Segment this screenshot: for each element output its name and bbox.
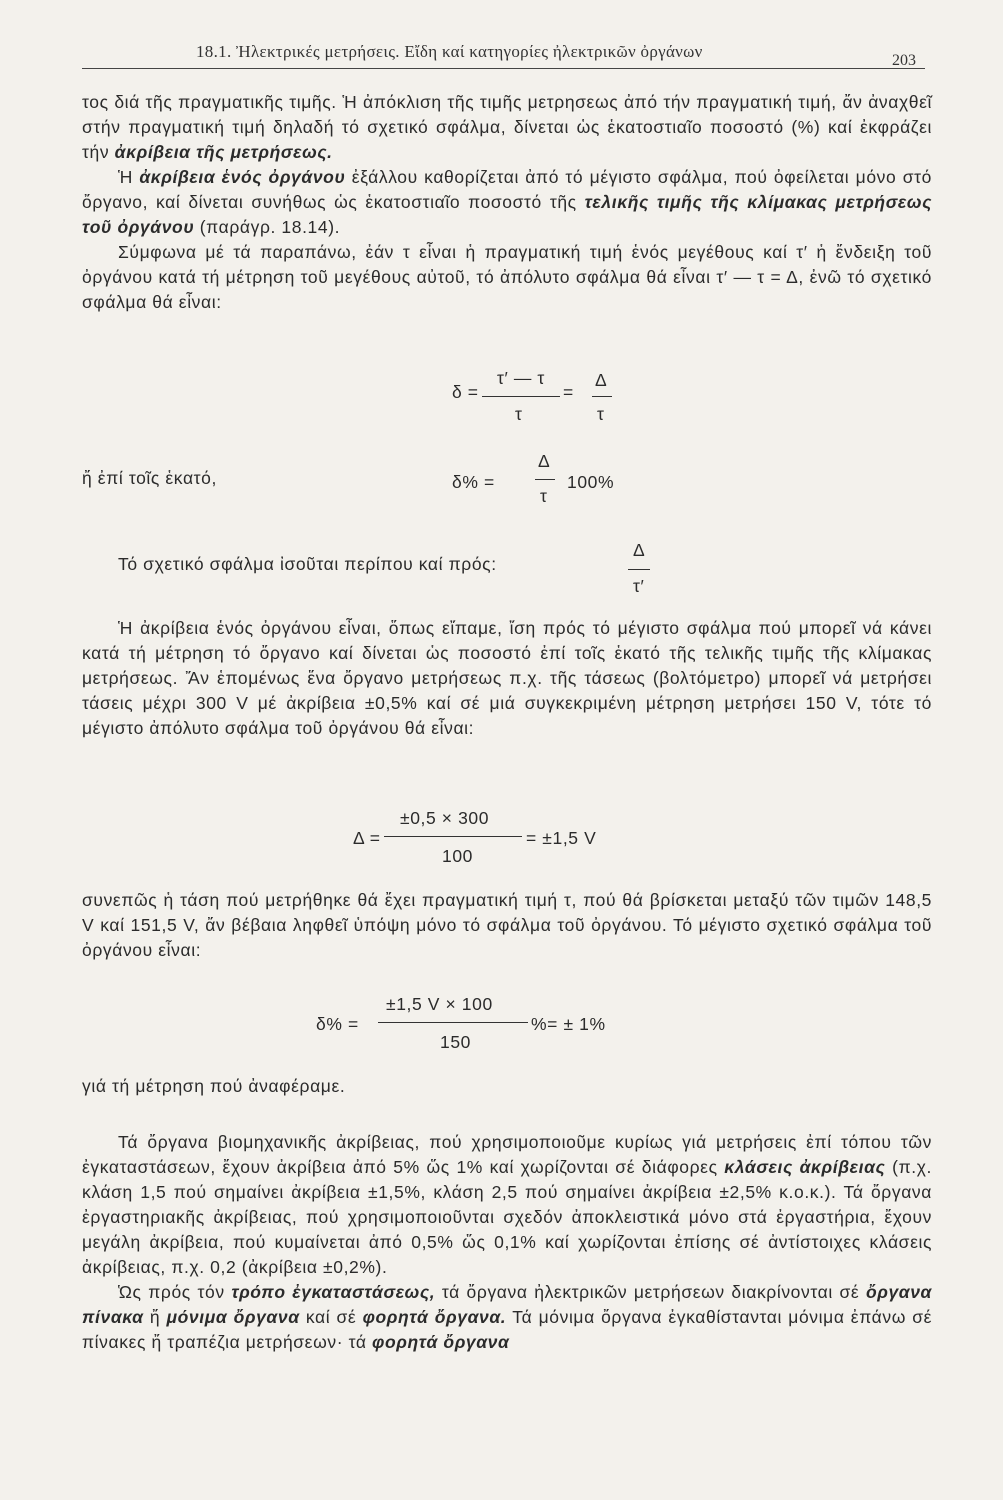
para8-emphasis-3: μόνιμα ὄργανα — [166, 1307, 300, 1327]
para8-text-c: τά ὄργανα ἠλεκτρικῶν μετρήσεων διακρίνονται σέ — [435, 1282, 866, 1302]
para2-emphasis-1: ἀκρίβεια ἑνός ὀργάνου — [139, 167, 346, 187]
page-number: 203 — [892, 52, 916, 69]
eq4-denominator: 100 — [442, 846, 473, 866]
intro-text-block — [82, 90, 932, 315]
paragraph-4-block — [82, 616, 932, 741]
eq2-fraction-bar — [535, 479, 555, 480]
paragraph-6: γιά τή μέτρηση πού ἀναφέραμε. — [82, 1076, 346, 1096]
eq1-fraction-bar-1 — [482, 396, 560, 397]
eq1-denominator-2: τ — [597, 404, 605, 424]
paragraph-5-block — [82, 888, 932, 963]
paragraph-2 — [82, 165, 932, 240]
eq3-denominator: τ′ — [633, 576, 645, 596]
eq4-rhs: = ±1,5 V — [526, 828, 597, 848]
eq2-denominator: τ — [540, 486, 548, 506]
para2-text-e: (παράγρ. 18.14). — [194, 217, 341, 237]
para2-emphasis-2: τελικῆς τιμῆς τῆς κλίμακας μετρήσεως τοῦ ὀργάνου — [82, 192, 932, 237]
para8-emphasis-2: ὄργανα πίνακα — [82, 1282, 933, 1327]
eq4-fraction-bar — [384, 836, 522, 837]
paragraph-1 — [82, 90, 932, 165]
header-rule — [82, 68, 925, 69]
eq1-numerator-2: Δ — [595, 370, 608, 390]
eq4-numerator: ±0,5 × 300 — [400, 808, 490, 828]
eq5-fraction-bar — [378, 1022, 528, 1023]
para8-emphasis-1: τρόπο ἐγκαταστάσεως, — [231, 1282, 436, 1302]
para7-text-a: Τά ὄργανα βιομηχανικῆς ἀκρίβειας, πού χρησιμοποιοῦμε κυρίως γιά μετρήσεις ἐπί τόπου τῶν ἐγκαταστάσεων, ἔχουν ἀκρίβεια ἀπό 5% ὥς 1% καί χωρίζονται σέ διάφορες — [82, 1132, 932, 1177]
eq2-rhs: 100% — [567, 472, 615, 492]
eq3-fraction-bar — [628, 569, 650, 570]
running-header: 18.1. Ἠλεκτρικές μετρήσεις. Εἴδη καί κατηγορίες ἠλεκτρικῶν ὀργάνων — [196, 42, 703, 61]
eq1-fraction-bar-2 — [592, 396, 612, 397]
paragraph-8 — [82, 1280, 932, 1355]
para2-text-c: ἐξάλλου καθορίζεται ἀπό τό μέγιστο σφάλμα, πού ὀφείλεται μόνο στό ὄργανο, καί δίνεται συνήθως ὡς ἑκατοστιαῖο ποσοστό τῆς — [82, 167, 932, 212]
para1-text: τος διά τῆς πραγματικῆς τιμῆς. Ἡ ἀπόκλιση τῆς τιμῆς μετρησεως ἀπό τήν πραγματική τιμή, ἄν ἀναχθεῖ στήν πραγματική τιμή δηλαδή τό σχετικό σφάλμα, δίνεται ὡς ἑκατοστιαῖο ποσοστό (%) καί ἐκφράζει τήν — [82, 92, 932, 162]
eq1-denominator-1: τ — [515, 404, 523, 424]
eq2-numerator: Δ — [538, 451, 551, 471]
eq4-lhs: Δ = — [353, 828, 381, 848]
eq2-lhs: δ% = — [452, 472, 495, 492]
eq1-equals: = — [563, 382, 574, 402]
para7-text-c: (π.χ. κλάση 1,5 πού σημαίνει ἀκρίβεια ±1,5%, κλάση 2,5 πού σημαίνει ἀκρίβεια ±2,5% κ.ο.κ.). Τά ὄργανα ἐργαστηριακῆς ἀκρίβειας, πού χρησιμοποιοῦνται σχεδόν ἀποκλειστικά μόνο στά ἐργαστήρια, ἔχουν μεγάλη ἀκρίβεια, πού κυμαίνεται ἀπό 0,5% ὥς 0,1% καί χωρίζονται ἐπίσης σέ ἀντίστοιχες κλάσεις ἀκρίβειας, π.χ. 0,2 (ἀκρίβεια ±0,2%). — [82, 1157, 932, 1277]
eq5-numerator: ±1,5 V × 100 — [386, 994, 493, 1014]
para8-text-i: Τά μόνιμα ὄργανα ἐγκαθίστανται μόνιμα ἐπάνω σέ πίνακες ἤ τραπέζια μετρήσεων· τά — [82, 1307, 933, 1352]
para7-emphasis: κλάσεις ἀκρίβειας — [724, 1157, 886, 1177]
eq5-rhs: %= ± 1% — [531, 1014, 606, 1034]
paragraph-4: Ἡ ἀκρίβεια ἑνός ὀργάνου εἶναι, ὅπως εἴπαμε, ἴση πρός τό μέγιστο σφάλμα πού μπορεῖ νά κάνει κατά τή μέτρηση τό ὄργανο καί δίνεται ὡς ποσοστό ἐπί τοῖς ἑκατό τῆς τελικῆς τιμῆς τῆς κλίμακας μετρήσεως. Ἄν ἑπομένως ἕνα ὄργανο μετρήσεως π.χ. τῆς τάσεως (βολτόμετρο) μπορεῖ νά μετρήσει τάσεις μέχρι 300 V μέ ἀκρίβεια ±0,5% καί σέ μιά συγκεκριμένη μέτρηση μετρήσει 150 V, τότε τό μέγιστο ἀπόλυτο σφάλμα τοῦ ὀργάνου θά εἶναι: — [82, 618, 932, 738]
eq5-lhs: δ% = — [316, 1014, 359, 1034]
para2-text-a: Ἡ — [118, 167, 140, 187]
eq1-lhs: δ = — [452, 382, 479, 402]
eq1-numerator-1: τ′ — τ — [497, 368, 545, 388]
paragraph-6-block — [82, 1074, 932, 1099]
eq2-lead-text: ἤ ἐπί τοῖς ἑκατό, — [82, 468, 217, 488]
paragraph-7 — [82, 1130, 932, 1280]
para8-text-e: ἤ — [143, 1307, 167, 1327]
paragraph-5: συνεπῶς ἡ τάση πού μετρήθηκε θά ἔχει πραγματική τιμή τ, πού θά βρίσκεται μεταξύ τῶν τιμῶν 148,5 V καί 151,5 V, ἄν βέβαια ληφθεῖ ὑπόψη μόνο τό σφάλμα τοῦ ὀργάνου. Τό μέγιστο σχετικό σφάλμα τοῦ ὀργάνου εἶναι: — [82, 890, 932, 960]
eq3-numerator: Δ — [633, 540, 646, 560]
para8-emphasis-5: φορητά ὄργανα — [372, 1332, 510, 1352]
para8-text-g: καί σέ — [299, 1307, 363, 1327]
paragraph-3: Σύμφωνα μέ τά παραπάνω, ἐάν τ εἶναι ἡ πραγματική τιμή ἑνός μεγέθους καί τ′ ἡ ἔνδειξη τοῦ ὀργάνου κατά τή μέτρηση τοῦ μεγέθους αὐτοῦ, τό ἀπόλυτο σφάλμα θά εἶναι τ′ — τ = Δ, ἐνῶ τό σχετικό σφάλμα θά εἶναι: — [82, 242, 932, 312]
para8-emphasis-4: φορητά ὄργανα. — [362, 1307, 507, 1327]
eq3-lead-text: Τό σχετικό σφάλμα ἰσοῦται περίπου καί πρός: — [118, 554, 497, 574]
para8-text-a: Ὡς πρός τόν — [118, 1282, 232, 1302]
closing-text-block — [82, 1130, 932, 1355]
eq5-denominator: 150 — [440, 1032, 471, 1052]
para1-emphasis: ἀκρίβεια τῆς μετρήσεως. — [114, 142, 333, 162]
